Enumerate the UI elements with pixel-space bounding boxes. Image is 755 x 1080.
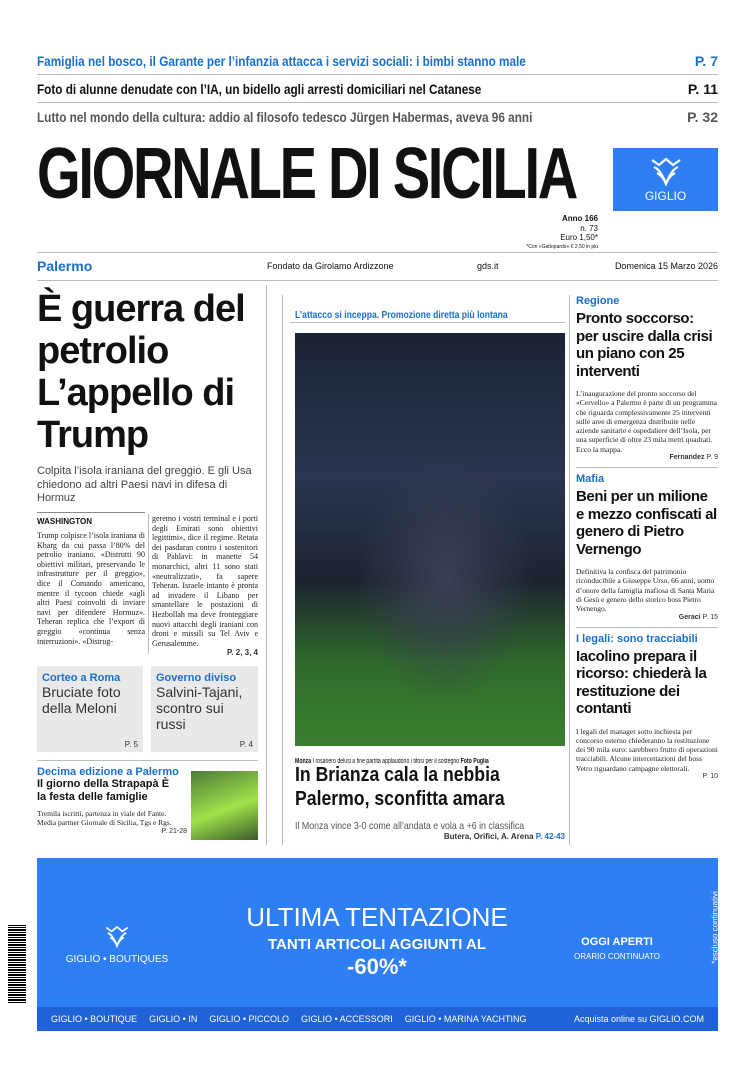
lily-icon — [649, 156, 683, 186]
page-ref: P. 9 — [706, 454, 718, 462]
website-link[interactable]: gds.it — [477, 261, 499, 271]
headline-text: Foto di alunne denudate con l’IA, un bidello agli arresti domiciliari nel Catanese — [37, 81, 482, 97]
kicker: Mafia — [576, 473, 605, 486]
kicker: I legali: sono tracciabili — [576, 632, 698, 645]
sponsor-logo — [613, 148, 718, 211]
box-title: Bruciate foto della Meloni — [42, 684, 121, 716]
headline-text: Famiglia nel bosco, il Garante per l’infanzia attacca i servizi sociali: i bimbi stanno male — [37, 53, 526, 69]
box-corteo[interactable] — [37, 666, 143, 752]
photo-caption: Monza I rosanero delusi a fine partita applaudono i tifosi per il sostegno Foto Puglia — [295, 758, 489, 765]
barcode — [8, 925, 26, 1003]
kicker: L’attacco si inceppa. Promozione diretta più lontana — [295, 310, 508, 321]
page-ref: P. 10 — [702, 773, 718, 781]
lead-body-col2: geremo i vostri terminal e i porti degli Emirati sono obiettivi legittimi», dice il regime. Retata dei pasdaran contro i sostenitori di Pahlavi: in manette 54 monarchici, altri 11 sono stati «neutralizzati», fa sapere Teheran. Israele intanto è pronta ad invadere il Libano per smantellare le postazioni di Hezbollah ma deve fronteggiare nuovi attacchi degli iraniani con droni e missili su Tel Aviv e Gerusalemme. — [152, 514, 258, 648]
article-text: Tremila iscritti, partenza in viale del Fante. Media partner Giornale di Sicilia, Tgs e Rgs. — [37, 809, 172, 828]
page-ref: P. 7 — [694, 53, 718, 69]
top-headline-2[interactable] — [37, 75, 718, 103]
issue-number: n. 73 — [580, 223, 598, 233]
article-text: L’inaugurazione del pronto soccorso del «Cervello» a Palermo è parte di un programma che riguarda complessivamente 25 interventi sulle aree di emergenza distribuite nelle aziende sanitarie e ospedaliere dell’Isola, per una superficie di oltre 23 mila metri quadrati. Ecco la mappa. — [576, 389, 717, 454]
article-iacolino[interactable] — [576, 627, 718, 786]
box-governo[interactable] — [151, 666, 258, 752]
page-ref: P. 11 — [687, 81, 718, 97]
article-title: Beni per un milione e mezzo confiscati al genero di Pietro Vernengo — [576, 488, 717, 558]
page-ref: P. 15 — [702, 613, 718, 621]
article-regione[interactable] — [576, 295, 718, 467]
article-title: Pronto soccorso: per uscire dalla crisi un piano con 25 interventi — [576, 310, 713, 380]
box-title: Salvini-Tajani, scontro sui russi — [156, 684, 243, 732]
strapapa-photo — [191, 771, 258, 840]
page-ref: P. 21-28 — [161, 827, 187, 835]
store-name: GIGLIO • IN — [149, 1014, 198, 1024]
ad-store-bar — [37, 1007, 718, 1031]
kicker: Corteo a Roma — [42, 672, 121, 684]
kicker: Governo diviso — [156, 672, 237, 684]
price-note: *Con «Gattopardo» € 2,50 in più — [526, 243, 598, 250]
city-edition: Palermo — [37, 258, 93, 274]
ad-online-link[interactable]: Acquista online su GIGLIO.COM — [573, 1014, 704, 1024]
sponsor-name: GIGLIO — [644, 189, 687, 203]
author: Geraci — [678, 613, 701, 621]
page-ref: P. 5 — [124, 740, 138, 749]
match-photo — [295, 333, 565, 746]
page-ref: P. 4 — [239, 740, 253, 749]
issue-date: Domenica 15 Marzo 2026 — [614, 261, 718, 271]
page-ref: P. 2, 3, 4 — [227, 648, 258, 658]
article-title: Il giorno della Strapapà È la festa delle famiglie — [37, 778, 170, 803]
price: Euro 1,50* — [560, 233, 598, 242]
sport-headline[interactable]: In Brianza cala la nebbia Palermo, sconfitta amara — [295, 763, 505, 810]
masthead-title: GIORNALE DI SICILIA — [37, 134, 577, 214]
lily-icon — [104, 923, 130, 949]
sport-subhead: Il Monza vince 3-0 come all’andata e vola a +6 in classifica — [295, 820, 525, 832]
lead-body-col1: Trump colpisce l’isola iraniana di Kharg da cui passa l’80% del petrolio iraniano. «Distrutti 90 obiettivi militari, preservando le infrastrutture per il greggio», dice il Comando americano, mentre il tycoon chiede «agli altri Paesi coinvolti di inviare navi per difendere Hormuz». Teheran replica che l’export di greggio «continua senza interruzioni». «Distrug- — [37, 531, 145, 646]
strapapa-article[interactable] — [37, 766, 187, 835]
ad-title: ULTIMA TENTAZIONE — [246, 902, 508, 932]
author: Fernandez — [669, 454, 705, 462]
article-title: Iacolino prepara il ricorso: chiederà la restituzione dei contanti — [576, 647, 707, 718]
ad-line2: TANTI ARTICOLI AGGIUNTI AL — [267, 936, 487, 953]
dateline: WASHINGTON — [37, 517, 92, 526]
anno: Anno 166 — [561, 214, 598, 223]
article-mafia[interactable] — [576, 467, 718, 626]
article-text: I legali del manager sotto inchiesta per concorso esterno chiederanno la restituzione dei 90 mila euro: sarebbero frutto di operazioni tracciabili. Alcune intercettazioni del boss Vetro riguardano campagne elettorali. — [576, 726, 718, 773]
ad-open: OGGI APERTI — [581, 936, 653, 948]
store-name: GIGLIO • ACCESSORI — [301, 1014, 393, 1024]
headline-text: Lutto nel mondo della cultura: addio al filosofo tedesco Jürgen Habermas, aveva 96 anni — [37, 109, 533, 125]
page-ref: P. 32 — [687, 109, 718, 125]
founder: Fondato da Girolamo Ardizzone — [267, 261, 394, 271]
ad-disclaimer: *escluso continuativi — [710, 891, 720, 964]
authors: Butera, Orifici, A. Arena — [443, 832, 534, 841]
store-name: GIGLIO • BOUTIQUE — [51, 1014, 138, 1024]
top-headline-1[interactable] — [37, 47, 718, 75]
page-ref: P. 42-43 — [535, 832, 565, 841]
ad-discount: -60%* — [347, 954, 407, 979]
kicker: Decima edizione a Palermo — [37, 766, 179, 778]
article-text: Definitiva la confisca del patrimonio riconducibile a Giuseppe Urso, 66 anni, uomo d’onore della famiglia mafiosa di Santa Maria di Gesù e genero dello storico boss Pietro Vernengo. — [576, 567, 715, 614]
store-name: GIGLIO • PICCOLO — [209, 1014, 290, 1024]
lead-headline[interactable]: È guerra del petrolio L’appello di Trump — [37, 288, 245, 456]
ad-brand: GIGLIO • BOUTIQUES — [65, 954, 169, 965]
lead-subhead: Colpita l’isola iraniana del greggio. E gli Usa chiedono ad altri Paesi navi in difesa di Hormuz — [37, 465, 252, 504]
ad-hours: ORARIO CONTINUATO — [574, 952, 660, 961]
top-headline-3[interactable] — [37, 103, 718, 131]
giglio-advertisement[interactable] — [37, 858, 718, 1031]
store-name: GIGLIO • MARINA YACHTING — [404, 1014, 527, 1024]
kicker: Regione — [576, 295, 620, 307]
